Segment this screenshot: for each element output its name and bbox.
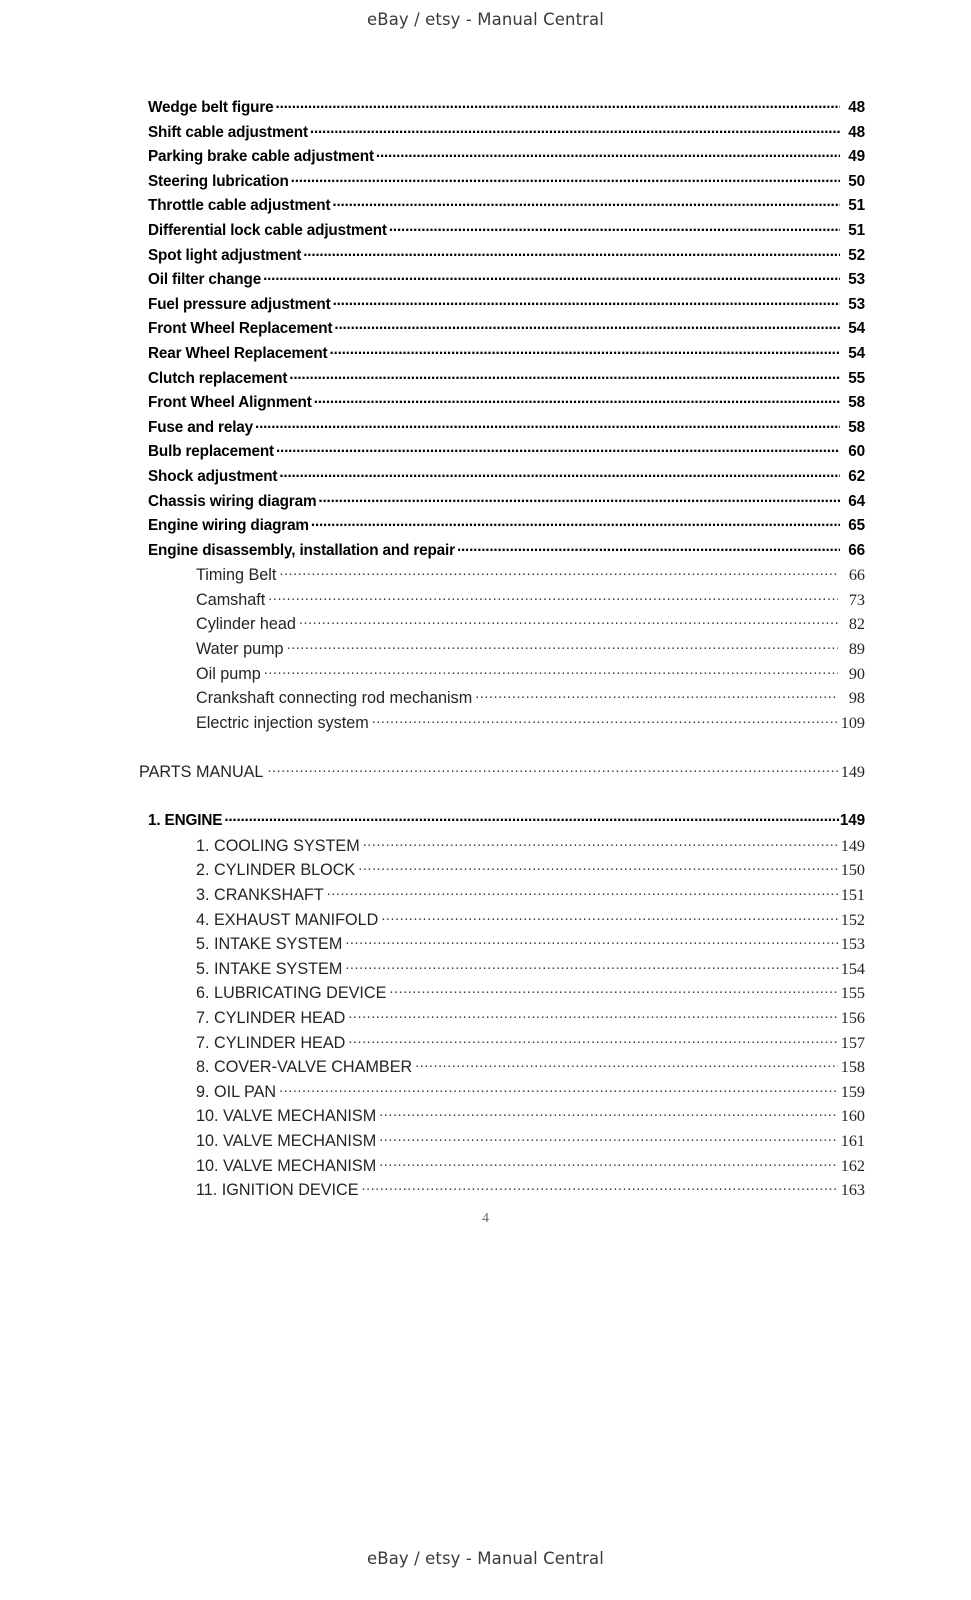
toc-entry-page: 98 xyxy=(848,689,865,708)
toc-entry-page: 149 xyxy=(840,836,865,855)
toc-entry[interactable] xyxy=(0,293,971,318)
toc-entry-page: 51 xyxy=(848,197,865,215)
toc-entry-page: 51 xyxy=(848,221,865,239)
toc-entry-label: Bulb replacement xyxy=(148,443,274,461)
toc-subentry[interactable] xyxy=(0,1178,971,1203)
toc-entry-label: Chassis wiring diagram xyxy=(148,492,317,510)
toc-entry-page: 153 xyxy=(840,935,865,954)
toc-entry-label: 1. COOLING SYSTEM xyxy=(196,836,360,855)
toc-leader-dots xyxy=(314,391,840,416)
toc-entry[interactable] xyxy=(0,342,971,367)
toc-subentry[interactable] xyxy=(0,1006,971,1031)
toc-subentry[interactable] xyxy=(0,858,971,883)
toc-entry-page: 90 xyxy=(848,664,865,683)
toc-leader-dots xyxy=(389,219,840,244)
toc-entry[interactable] xyxy=(0,219,971,244)
toc-entry-page: 50 xyxy=(848,172,865,190)
toc-entry[interactable] xyxy=(0,145,971,170)
toc-entry-label: Oil pump xyxy=(196,664,261,683)
toc-entry-page: 157 xyxy=(840,1033,865,1052)
toc-entry-page: 53 xyxy=(848,295,865,313)
toc-entry-label: Engine disassembly, installation and repair xyxy=(148,541,455,559)
toc-entry-page: 154 xyxy=(840,959,865,978)
toc-subentry[interactable] xyxy=(0,563,971,588)
toc-leader-dots xyxy=(362,1178,838,1203)
toc-entry-page: 152 xyxy=(840,910,865,929)
toc-leader-dots xyxy=(299,612,838,637)
toc-subentry[interactable] xyxy=(0,1154,971,1179)
toc-subentry[interactable] xyxy=(0,711,971,736)
toc-entry-page: 73 xyxy=(848,590,865,609)
toc-entry[interactable] xyxy=(0,440,971,465)
section-spacer xyxy=(0,735,971,760)
toc-entry-page: 54 xyxy=(848,344,865,362)
toc-leader-dots xyxy=(376,145,840,170)
toc-entry-page: 162 xyxy=(840,1156,865,1175)
toc-leader-dots xyxy=(318,490,840,515)
toc-entry-label: Shock adjustment xyxy=(148,467,278,485)
toc-entry-label: Throttle cable adjustment xyxy=(148,197,331,215)
toc-entry-label: 10. VALVE MECHANISM xyxy=(196,1107,377,1126)
toc-entry-page: 60 xyxy=(848,443,865,461)
toc-entry-label: 7. CYLINDER HEAD xyxy=(196,1008,346,1027)
toc-leader-dots xyxy=(264,662,838,687)
toc-leader-dots xyxy=(381,908,838,933)
toc-entry-label: 11. IGNITION DEVICE xyxy=(196,1181,359,1200)
toc-leader-dots xyxy=(287,637,838,662)
toc-subentry[interactable] xyxy=(0,662,971,687)
toc-entry-label: 7. CYLINDER HEAD xyxy=(196,1033,346,1052)
toc-entry-label: Crankshaft connecting rod mechanism xyxy=(196,689,473,708)
toc-entry-label: Steering lubrication xyxy=(148,172,289,190)
toc-entry-label: 3. CRANKSHAFT xyxy=(196,886,324,904)
toc-entry-page: 48 xyxy=(848,99,865,116)
toc-entry-page: 163 xyxy=(840,1181,865,1200)
toc-entry[interactable] xyxy=(0,121,971,146)
toc-leader-dots xyxy=(379,1154,838,1179)
toc-leader-dots xyxy=(333,293,840,318)
toc-entry-label: Rear Wheel Replacement xyxy=(148,344,328,362)
toc-subentry[interactable] xyxy=(0,1055,971,1080)
toc-entry-label: Oil filter change xyxy=(148,271,262,289)
toc-leader-dots xyxy=(224,809,839,834)
toc-subentry[interactable] xyxy=(0,908,971,933)
toc-entry-engine-heading[interactable] xyxy=(0,809,971,834)
toc-entry-label: Spot light adjustment xyxy=(148,246,302,264)
toc-entry-label: 5. INTAKE SYSTEM xyxy=(196,935,343,954)
toc-entry-label: Electric injection system xyxy=(196,713,369,732)
toc-subentry[interactable] xyxy=(0,981,971,1006)
toc-subentry[interactable] xyxy=(0,588,971,613)
toc-entry-label: 5. INTAKE SYSTEM xyxy=(196,959,343,978)
toc-entry-page: 156 xyxy=(840,1008,865,1027)
toc-entry-label: Shift cable adjustment xyxy=(148,123,308,141)
toc-entry-label: 10. VALVE MECHANISM xyxy=(196,1156,377,1175)
page-folio-number: 4 xyxy=(482,1211,489,1226)
toc-entry[interactable] xyxy=(0,268,971,293)
toc-leader-dots xyxy=(263,268,840,293)
toc-entry-label: 1. ENGINE xyxy=(148,812,223,830)
toc-leader-dots xyxy=(379,1129,838,1154)
toc-entry-page: 149 xyxy=(840,763,865,782)
toc-leader-dots xyxy=(303,244,840,269)
toc-subentry[interactable] xyxy=(0,612,971,637)
toc-leader-dots xyxy=(372,711,838,736)
toc-leader-dots xyxy=(345,957,838,982)
toc-entry-page: 82 xyxy=(848,615,865,634)
toc-leader-dots xyxy=(255,416,840,441)
toc-entry-label: Parking brake cable adjustment xyxy=(148,148,374,166)
toc-entry[interactable] xyxy=(0,367,971,392)
toc-entry[interactable] xyxy=(0,416,971,441)
toc-entry-label: Fuel pressure adjustment xyxy=(148,295,331,313)
toc-leader-dots xyxy=(329,342,840,367)
toc-entry[interactable] xyxy=(0,539,971,564)
toc-leader-dots xyxy=(358,858,838,883)
toc-entry-label: Camshaft xyxy=(196,590,266,609)
toc-entry[interactable] xyxy=(0,194,971,219)
toc-entry-page: 58 xyxy=(848,394,865,412)
toc-entry-page: 155 xyxy=(840,984,865,1003)
toc-subentry[interactable] xyxy=(0,1080,971,1105)
table-of-contents xyxy=(0,96,971,1203)
toc-entry[interactable] xyxy=(0,391,971,416)
toc-leader-dots xyxy=(291,170,840,195)
toc-entry-page: 151 xyxy=(840,886,865,904)
toc-entry-page: 53 xyxy=(848,271,865,289)
toc-entry-page: 66 xyxy=(848,566,865,585)
toc-leader-dots xyxy=(348,1006,838,1031)
toc-leader-dots xyxy=(327,883,838,908)
toc-entry-page: 62 xyxy=(848,467,865,485)
toc-leader-dots xyxy=(379,1104,838,1129)
toc-leader-dots xyxy=(279,563,838,588)
toc-group-parts-items xyxy=(0,834,971,1203)
toc-subentry[interactable] xyxy=(0,834,971,859)
toc-leader-dots xyxy=(310,121,840,146)
toc-entry-page: 48 xyxy=(848,123,865,141)
running-footer: eBay / etsy - Manual Central xyxy=(367,1549,604,1568)
toc-entry-label: Wedge belt figure xyxy=(148,99,274,116)
toc-entry-page: 149 xyxy=(839,812,865,830)
toc-leader-dots xyxy=(457,539,840,564)
toc-entry-label: 8. COVER-VALVE CHAMBER xyxy=(196,1058,413,1077)
toc-entry-label: 9. OIL PAN xyxy=(196,1082,277,1101)
toc-entry-label: Engine wiring diagram xyxy=(148,517,309,535)
toc-entry-label: PARTS MANUAL xyxy=(139,763,264,782)
toc-leader-dots xyxy=(345,932,838,957)
toc-leader-dots xyxy=(289,367,840,392)
toc-entry-page: 159 xyxy=(840,1082,865,1101)
toc-leader-dots xyxy=(311,514,840,539)
toc-entry[interactable] xyxy=(0,514,971,539)
toc-entry-label: Differential lock cable adjustment xyxy=(148,221,387,239)
toc-leader-dots xyxy=(276,440,840,465)
toc-entry-label: 10. VALVE MECHANISM xyxy=(196,1131,377,1150)
toc-subentry[interactable] xyxy=(0,1031,971,1056)
toc-leader-dots xyxy=(332,194,840,219)
toc-leader-dots xyxy=(334,317,840,342)
toc-entry-page: 52 xyxy=(848,246,865,264)
toc-group-service xyxy=(0,96,971,563)
toc-entry-label: Clutch replacement xyxy=(148,369,288,387)
toc-entry-label: Fuse and relay xyxy=(148,418,254,436)
toc-entry-label: Front Wheel Replacement xyxy=(148,320,333,338)
toc-entry-page: 54 xyxy=(848,320,865,338)
toc-entry-page: 65 xyxy=(848,517,865,535)
toc-entry[interactable] xyxy=(0,244,971,269)
toc-entry-parts-manual[interactable] xyxy=(0,760,971,785)
toc-entry-page: 161 xyxy=(840,1131,865,1150)
toc-leader-dots xyxy=(475,686,838,711)
toc-entry-page: 158 xyxy=(840,1058,865,1077)
toc-subentry[interactable] xyxy=(0,883,971,908)
toc-entry-label: Water pump xyxy=(196,640,284,659)
toc-subentry[interactable] xyxy=(0,1129,971,1154)
toc-entry-page: 55 xyxy=(848,369,865,387)
toc-leader-dots xyxy=(279,1080,838,1105)
toc-leader-dots xyxy=(363,834,838,859)
running-header: eBay / etsy - Manual Central xyxy=(367,10,604,29)
toc-leader-dots xyxy=(268,588,838,613)
toc-entry-page: 109 xyxy=(840,713,865,732)
toc-subentry[interactable] xyxy=(0,1104,971,1129)
toc-entry[interactable] xyxy=(0,465,971,490)
toc-entry-page: 58 xyxy=(848,418,865,436)
toc-entry-page: 89 xyxy=(848,640,865,659)
toc-entry-label: 4. EXHAUST MANIFOLD xyxy=(196,910,379,929)
toc-entry[interactable] xyxy=(0,490,971,515)
toc-entry[interactable] xyxy=(0,170,971,195)
toc-leader-dots xyxy=(267,760,838,785)
toc-leader-dots xyxy=(415,1055,838,1080)
toc-leader-dots xyxy=(276,96,840,121)
toc-entry-page: 49 xyxy=(848,148,865,166)
toc-leader-dots xyxy=(279,465,840,490)
toc-entry[interactable] xyxy=(0,317,971,342)
toc-subentry[interactable] xyxy=(0,957,971,982)
toc-entry-label: Cylinder head xyxy=(196,615,296,634)
toc-entry-label: 2. CYLINDER BLOCK xyxy=(196,861,356,880)
toc-leader-dots xyxy=(389,981,838,1006)
toc-entry-page: 66 xyxy=(848,541,865,559)
toc-entry-page: 150 xyxy=(840,861,865,880)
toc-leader-dots xyxy=(348,1031,838,1056)
toc-group-engine-subsection xyxy=(0,563,971,735)
toc-entry-page: 64 xyxy=(848,492,865,510)
toc-entry-label: Timing Belt xyxy=(196,566,277,585)
toc-subentry[interactable] xyxy=(0,932,971,957)
toc-entry-label: Front Wheel Alignment xyxy=(148,394,312,412)
toc-entry[interactable] xyxy=(0,96,971,121)
toc-entry-page: 160 xyxy=(840,1107,865,1126)
toc-entry-label: 6. LUBRICATING DEVICE xyxy=(196,984,387,1003)
toc-subentry[interactable] xyxy=(0,637,971,662)
toc-subentry[interactable] xyxy=(0,686,971,711)
section-spacer xyxy=(0,785,971,810)
